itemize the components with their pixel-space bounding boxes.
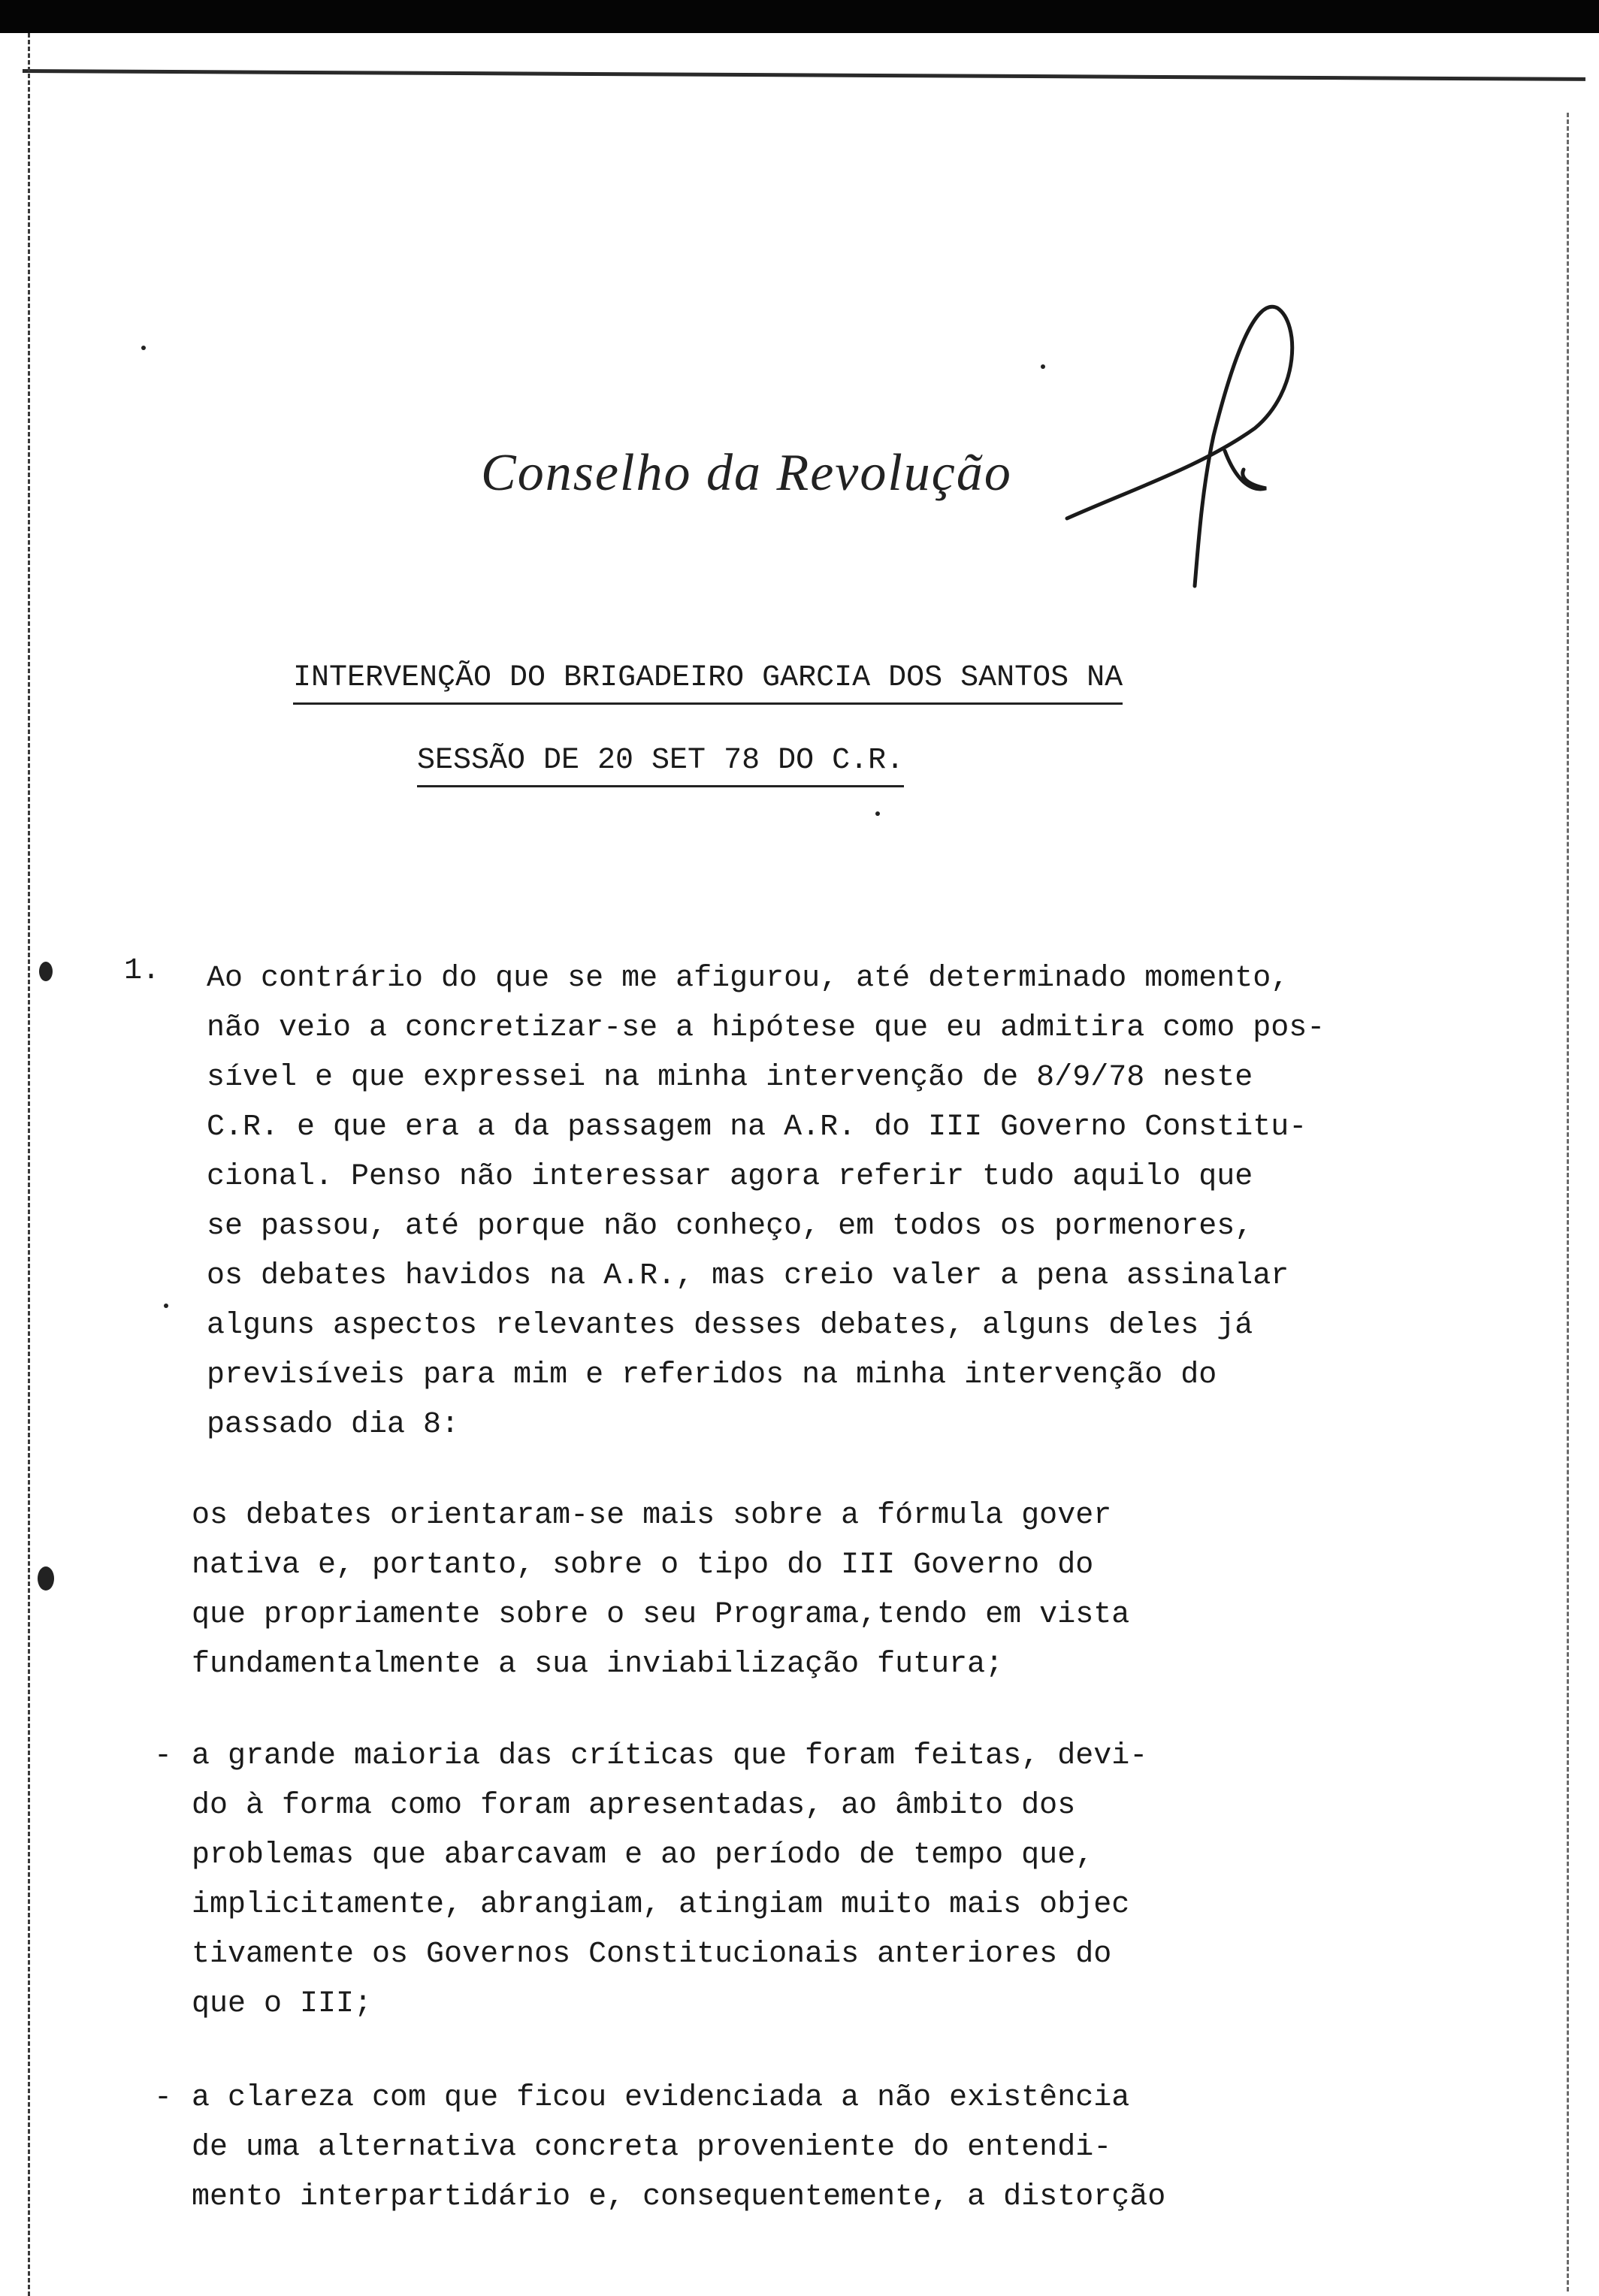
bullet-dash: - (154, 2081, 173, 2115)
item-paragraph (207, 954, 1379, 1450)
bullet-line: problemas que abarcavam e ao período de tempo que, (192, 1838, 1094, 1872)
bullet-line: a clareza com que ficou evidenciada a não existência (192, 2081, 1130, 2115)
scan-speck (38, 1566, 54, 1591)
bullet-line: do à forma como foram apresentadas, ao âmbito dos (192, 1789, 1076, 1823)
scan-left-edge (0, 33, 30, 2296)
bullet-line: nativa e, portanto, sobre o tipo do III Governo do (192, 1548, 1094, 1582)
paragraph-line: alguns aspectos relevantes desses debates, alguns deles já (207, 1309, 1253, 1343)
bullet-line: a grande maioria das críticas que foram feitas, devi- (192, 1739, 1148, 1773)
bullet-line: fundamentalmente a sua inviabilização futura; (192, 1648, 1004, 1681)
scan-speck (39, 962, 53, 981)
scan-dark-border (0, 0, 1599, 33)
scan-speck (875, 811, 880, 816)
scan-right-edge (1567, 113, 1569, 2291)
bullet-line: tivamente os Governos Constitucionais anteriores do (192, 1938, 1112, 1971)
bullet-line: que propriamente sobre o seu Programa,tendo em vista (192, 1598, 1130, 1632)
paragraph-line: os debates havidos na A.R., mas creio valer a pena assinalar (207, 1259, 1289, 1293)
item-number: 1. (124, 954, 161, 988)
scan-speck (164, 1304, 168, 1308)
paragraph-line: passado dia 8: (207, 1408, 460, 1442)
paragraph-line: Ao contrário do que se me afigurou, até determinado momento, (207, 962, 1289, 995)
paragraph-line: não veio a concretizar-se a hipótese que eu admitira como pos- (207, 1011, 1325, 1045)
title-line-2: SESSÃO DE 20 SET 78 DO C.R. (417, 744, 904, 787)
bullet-text (192, 2074, 1319, 2222)
paragraph-line: cional. Penso não interessar agora referir tudo aquilo que (207, 1160, 1253, 1194)
scan-speck (141, 346, 146, 350)
paragraph-line: previsíveis para mim e referidos na minha intervenção do (207, 1358, 1217, 1392)
paragraph-line: se passou, até porque não conheço, em todos os pormenores, (207, 1210, 1253, 1243)
bullet-dash: - (154, 1739, 173, 1773)
scan-top-rule (23, 69, 1585, 81)
scan-speck (1041, 364, 1045, 369)
paragraph-line: C.R. e que era a da passagem na A.R. do III Governo Constitu- (207, 1110, 1307, 1144)
handwritten-signature (1052, 301, 1307, 594)
bullet-line: de uma alternativa concreta proveniente do entendi- (192, 2131, 1112, 2165)
letterhead-conselho-da-revolucao: Conselho da Revolução (481, 444, 1012, 502)
bullet-line: que o III; (192, 1987, 373, 2021)
title-line-1: INTERVENÇÃO DO BRIGADEIRO GARCIA DOS SANTOS NA (293, 661, 1123, 705)
bullet-line: mento interpartidário e, consequentemente, a distorção (192, 2180, 1166, 2214)
bullet-line: implicitamente, abrangiam, atingiam muito mais objec (192, 1888, 1130, 1922)
bullet-text (192, 1491, 1319, 1690)
bullet-text (192, 1732, 1319, 2029)
paragraph-line: sível e que expressei na minha intervenção de 8/9/78 neste (207, 1061, 1253, 1095)
bullet-line: os debates orientaram-se mais sobre a fórmula gover (192, 1499, 1112, 1533)
